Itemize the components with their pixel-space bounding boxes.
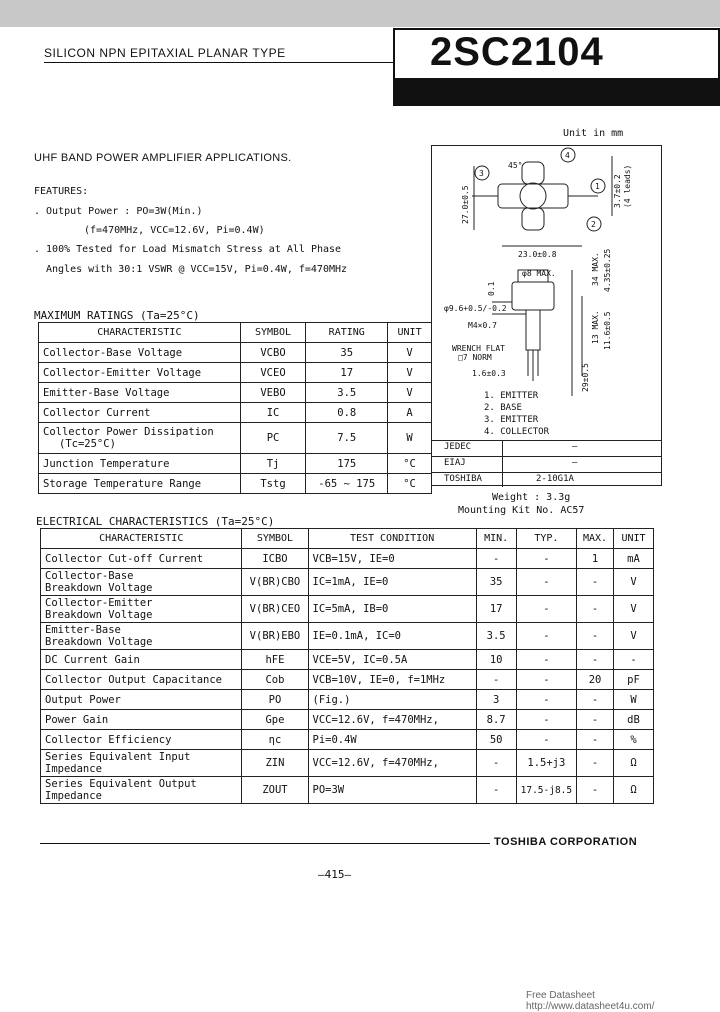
- mounting-kit: Mounting Kit No. AC57: [458, 505, 585, 516]
- table-row: Collector Output Capacitance Cob VCB=10V, IE=0, f=1MHz - - 20 pF: [41, 670, 654, 690]
- max-ratings-header: [39, 323, 432, 343]
- pin-label-4: 4. COLLECTOR: [484, 427, 550, 437]
- dim-angle: 45°: [508, 161, 523, 170]
- table-row: Emitter-Base Breakdown Voltage V(BR)EBO IE=0.1mA, IC=0 3.5 - - V: [41, 623, 654, 650]
- elec-table: [40, 528, 654, 804]
- application-text: UHF BAND POWER AMPLIFIER APPLICATIONS.: [34, 152, 292, 164]
- table-row: Collector-Base Voltage VCBO 35 V: [39, 343, 432, 363]
- table-row: DC Current Gain hFE VCE=5V, IC=0.5A 10 - - -: [41, 650, 654, 670]
- table-row: Junction Temperature Tj 175 °C: [39, 454, 432, 474]
- viewer-top-bar: [0, 0, 720, 27]
- dim-lead-width: 3.7±0.2: [613, 174, 622, 208]
- pin-label-3: 3. EMITTER: [484, 415, 539, 425]
- dim-leads: (4 leads): [623, 164, 632, 208]
- pin-mark-4: 4: [565, 151, 570, 160]
- table-row: Series Equivalent Output Impedance ZOUT PO=3W - 17.5-j8.5 - Ω: [41, 777, 654, 804]
- std-row-jedec: JEDEC —: [432, 441, 661, 457]
- table-row: Collector Power Dissipation (Tc=25°C) PC 7.5 W: [39, 423, 432, 454]
- part-number-bar: [393, 78, 720, 106]
- std-row-toshiba: TOSHIBA 2-10G1A: [432, 473, 661, 487]
- table-row: Storage Temperature Range Tstg -65 ~ 175 °C: [39, 474, 432, 494]
- hdr-symbol: SYMBOL: [240, 323, 306, 343]
- dim-wrench2: □7 NORM: [458, 353, 492, 362]
- max-ratings-table: [38, 322, 432, 494]
- dim-d1: 0.1: [487, 281, 496, 296]
- type-line: SILICON NPN EPITAXIAL PLANAR TYPE: [44, 46, 286, 60]
- pin-mark-2: 2: [591, 220, 596, 229]
- table-row: Series Equivalent Input Impedance ZIN VCC=12.6V, f=470MHz, - 1.5+j3 - Ω: [41, 750, 654, 777]
- hdr-rating: RATING: [306, 323, 388, 343]
- table-row: Collector Current IC 0.8 A: [39, 403, 432, 423]
- hdr-unit: UNIT: [388, 323, 432, 343]
- feature-1-conditions: (f=470MHz, VCC=12.6V, Pi=0.4W): [84, 225, 265, 236]
- table-row: Collector-Emitter Voltage VCEO 17 V: [39, 363, 432, 383]
- pin-mark-1: 1: [595, 182, 600, 191]
- elec-header: CHARACTERISTIC SYMBOL TEST CONDITION MIN. TYP. MAX. UNIT: [41, 529, 654, 549]
- feature-2-conditions: Angles with 30:1 VSWR @ VCC=15V, Pi=0.4W, f=470MHz: [46, 264, 348, 275]
- source-link[interactable]: Free Datasheet http://www.datasheet4u.com/: [526, 990, 655, 1012]
- company-name: TOSHIBA CORPORATION: [494, 836, 638, 848]
- features-label: FEATURES:: [34, 186, 89, 197]
- package-drawing-frame: [431, 145, 662, 486]
- max-ratings-title: MAXIMUM RATINGS (Ta=25°C): [34, 309, 200, 322]
- dim-width1: 27.0±0.5: [461, 185, 470, 224]
- pin-label-2: 2. BASE: [484, 403, 522, 413]
- header-rule: [44, 62, 393, 63]
- page-number: —415—: [318, 868, 352, 881]
- weight: Weight : 3.3g: [492, 492, 571, 503]
- dim-diameter2: φ9.6+0.5/-0.2: [444, 304, 507, 313]
- dim-v1: 34 MAX.: [591, 252, 600, 286]
- table-row: Collector Cut-off Current ICBO VCB=15V, IE=0 - - 1 mA: [41, 549, 654, 569]
- table-row: Collector-Emitter Breakdown Voltage V(BR)CEO IC=5mA, IB=0 17 - - V: [41, 596, 654, 623]
- dim-v2: 4.35±0.25: [603, 248, 612, 292]
- dim-width2: 23.0±0.8: [518, 250, 557, 259]
- footer-rule: [40, 843, 490, 844]
- package-outline-drawing: [432, 146, 661, 440]
- hdr-characteristic: CHARACTERISTIC: [39, 323, 241, 343]
- pin-mark-3: 3: [479, 169, 484, 178]
- dim-v4: 11.6±0.5: [603, 311, 612, 350]
- dim-d2: 1.6±0.3: [472, 369, 506, 378]
- table-row: Output Power PO (Fig.) 3 - - W: [41, 690, 654, 710]
- feature-1: . Output Power : PO=3W(Min.): [34, 206, 203, 217]
- pin-label-1: 1. EMITTER: [484, 391, 539, 401]
- standards-table: [432, 440, 661, 486]
- feature-2: . 100% Tested for Load Mismatch Stress at All Phase: [34, 244, 342, 255]
- dim-thread: M4×0.7: [468, 321, 497, 330]
- table-row: Collector-Base Breakdown Voltage V(BR)CBO IC=1mA, IE=0 35 - - V: [41, 569, 654, 596]
- table-row: Emitter-Base Voltage VEBO 3.5 V: [39, 383, 432, 403]
- unit-label: Unit in mm: [563, 128, 624, 139]
- table-row: Collector Efficiency ηc Pi=0.4W 50 - - %: [41, 730, 654, 750]
- std-row-eiaj: EIAJ —: [432, 457, 661, 473]
- dim-wrench: WRENCH FLAT: [452, 344, 505, 353]
- elec-title: ELECTRICAL CHARACTERISTICS (Ta=25°C): [36, 515, 275, 528]
- dim-v3: 13 MAX.: [591, 310, 600, 344]
- table-row: Power Gain Gpe VCC=12.6V, f=470MHz, 8.7 - - dB: [41, 710, 654, 730]
- dim-v5: 29±0.5: [581, 363, 590, 392]
- part-number: 2SC2104: [430, 30, 604, 74]
- dim-diameter: φ8 MAX.: [522, 269, 556, 278]
